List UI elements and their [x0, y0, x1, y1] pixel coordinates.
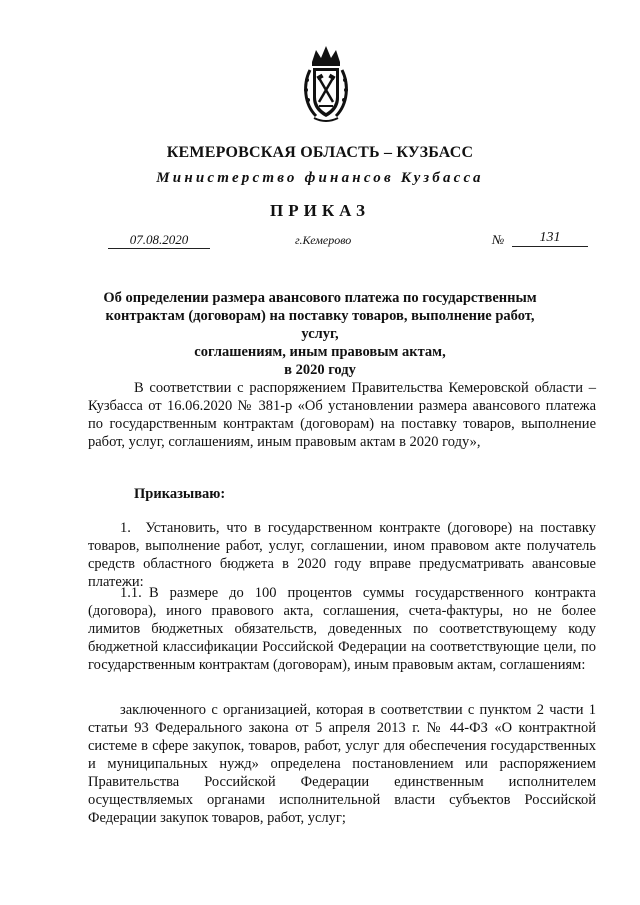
- orders-heading: Приказываю:: [134, 486, 226, 502]
- item-1-1-paragraph: 1.1. В размере до 100 процентов суммы государственного контракта (договора), иного правового акта, соглашения, счета-фактуры, но не более лимитов бюджетных обязательств, доведенных по соответствующему коду бюджетной классификации Российской Федерации на соответствующие цели, по государственным контрактам (договорам), иным правовым актам, соглашениям:: [88, 585, 596, 673]
- title-line: Об определении размера авансового платежа по государственным: [103, 290, 537, 306]
- item-1-paragraph: 1. Установить, что в государственном контракте (договоре) на поставку товаров, выполнение работ, услуг, соглашении, ином правовом акте получатель средств областного бюджета в 2020 году вправе предусматривать авансовые платежи:: [88, 520, 596, 590]
- document-number: 131: [512, 230, 588, 247]
- ministry-name: Министерство финансов Кузбасса: [156, 170, 484, 186]
- document-title: [95, 289, 545, 379]
- title-line: соглашениям, иным правовым актам,: [194, 344, 446, 360]
- number-label: №: [492, 232, 505, 247]
- document-city: г.Кемерово: [295, 233, 352, 247]
- kuzbass-coat-of-arms-icon: [302, 44, 350, 124]
- region-name: КЕМЕРОВСКАЯ ОБЛАСТЬ – КУЗБАСС: [166, 144, 474, 161]
- title-line: контрактам (договорам) на поставку товаров, выполнение работ, услуг,: [105, 308, 535, 342]
- item-1-1-a-paragraph: заключенного с организацией, которая в соответствии с пунктом 2 части 1 статьи 93 Федерального закона от 5 апреля 2013 г. № 44-ФЗ «О контрактной системе в сфере закупок, товаров, работ, услуг для обеспечения государственных и муниципальных нужд» определена постановлением или распоряжением Правительства Российской Федерации единственным исполнителем осуществляемых органами исполнительной власти субъектов Российской Федерации закупок товаров, работ, услуг;: [88, 702, 596, 826]
- preamble-paragraph: В соответствии с распоряжением Правительства Кемеровской области – Кузбасса от 16.06.2020 № 381-р «Об установлении размера авансового платежа по государственным контрактам (договорам) на поставку товаров, выполнение работ, услуг, соглашениям, иным правовым актам в 2020 году»,: [88, 380, 596, 450]
- document-date: 07.08.2020: [108, 232, 210, 249]
- title-line: в 2020 году: [284, 362, 356, 378]
- document-type: ПРИКАЗ: [270, 201, 370, 220]
